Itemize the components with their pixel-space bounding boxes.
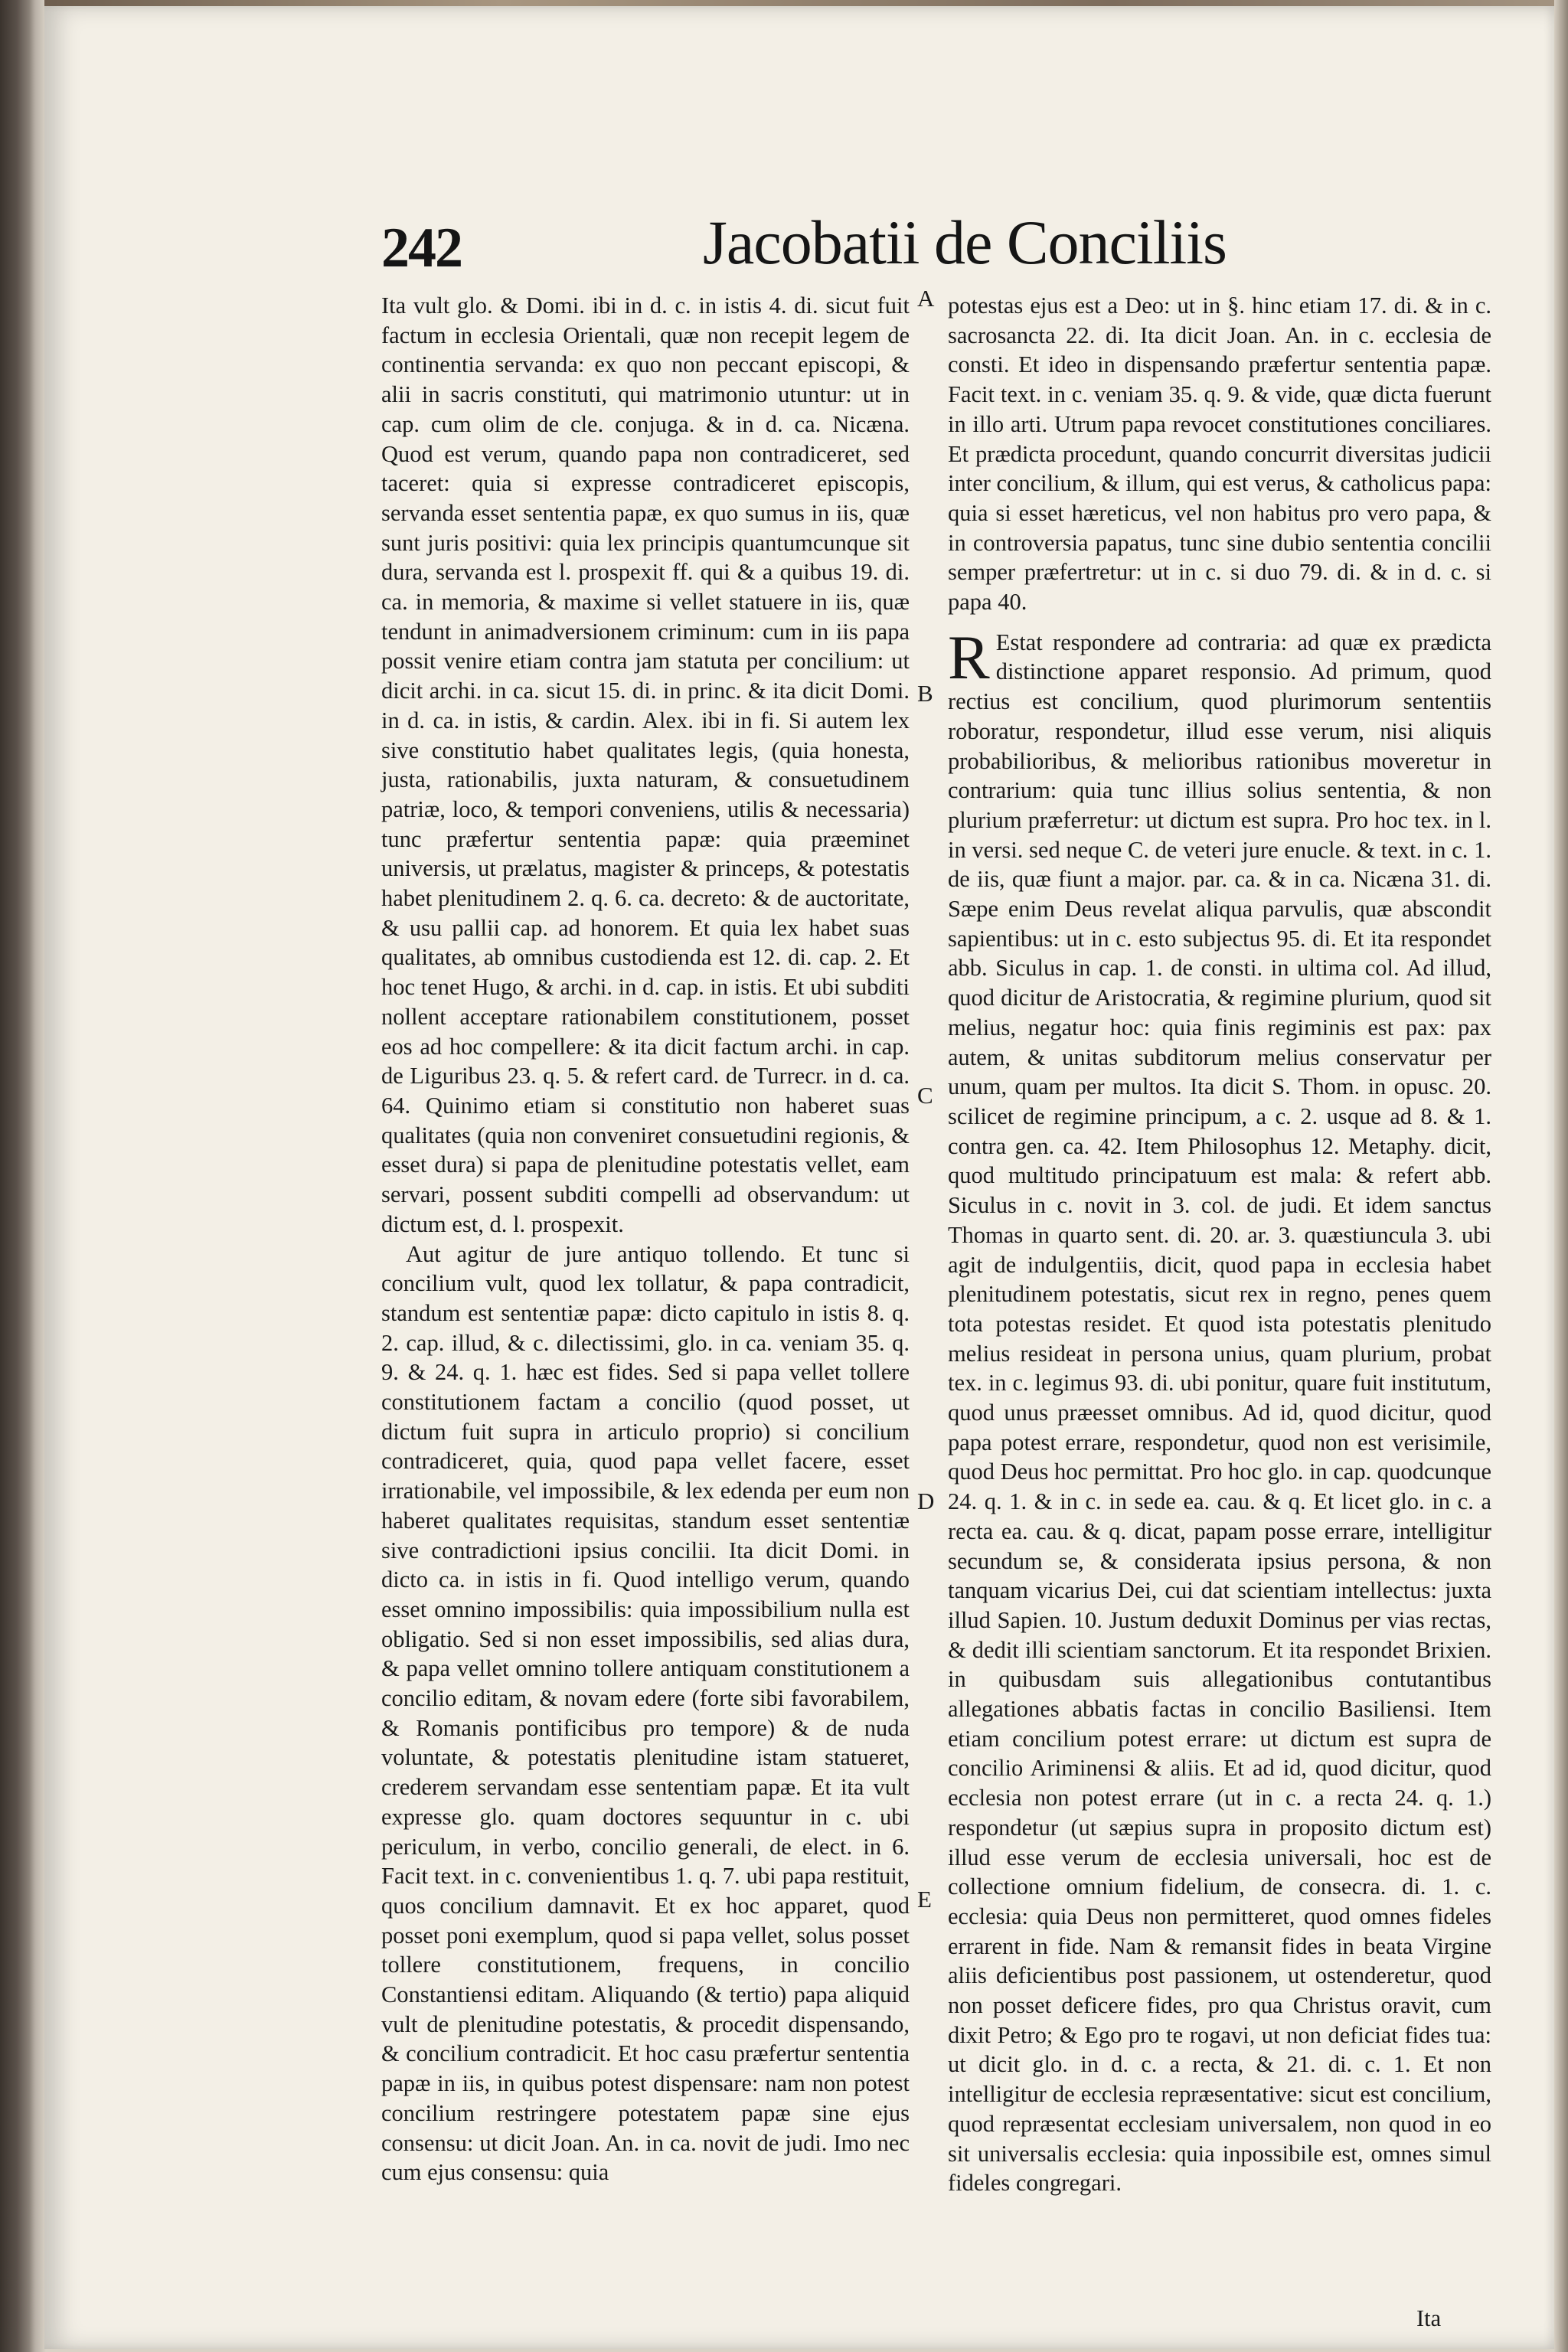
catchword: Ita	[1416, 2305, 1442, 2331]
margin-letter-a: A	[917, 285, 935, 312]
right-paragraph-2	[948, 622, 1491, 2198]
margin-letter-c: C	[917, 1082, 933, 1109]
left-column	[381, 291, 910, 2187]
margin-letter-b: B	[917, 680, 933, 707]
book-right-edge	[1554, 0, 1568, 2352]
running-title: Jacobatii de Conciliis	[703, 207, 1227, 277]
margin-letter-e: E	[917, 1886, 932, 1913]
right-paragraph-1: potestas ejus est a Deo: ut in §. hinc etiam 17. di. & in c. sacrosancta 22. di. Ita dicit Joan. An. in c. ecclesia de consti. Et ideo in dispensando præfertur sententia papæ. Facit text. in c. veniam 35. q. 9. & vide, quæ dicta fuerunt in illo arti. Utrum papa revocet constitutiones conciliares. Et prædicta procedunt, quando concurrit diversitas judicii inter concilium, & illum, qui est verus, & catholicus papa: quia si esset hæreticus, vel non habitus pro vero papa, & in controversia papatus, tunc sine dubio sententia concilii semper præfertretur: ut in c. si duo 79. di. & in d. c. si papa 40.	[948, 292, 1491, 616]
book-page	[44, 6, 1554, 2349]
right-paragraph-2-text: Estat respondere ad contraria: ad quæ ex prædicta distinctione apparet responsio. Ad primum, quod rectius est concilium, quod plurimorum sententiis roboratur, respondetur, illud esse verum, nisi aliquis probabilioribus, & melioribus rationibus moveretur in contrarium: quia tunc illius solius sententia, & non plurium præferretur: ut dictum est supra. Pro hoc tex. in l. in versi. sed neque C. de veteri jure enucle. & text. in c. 1. de iis, quæ fiunt a major. par. ca. & in ca. Nicæna 31. di. Sæpe enim Deus revelat aliqua parvulis, quæ abscondit sapientibus: ut in c. esto subjectus 95. di. Et ita respondet abb. Siculus in cap. 1. de consti. in ultima col. Ad illud, quod dicitur de Aristocratia, & regimine plurium, quod sit melius, negatur hoc: quia finis regiminis est pax: pax autem, & unitas subditorum melius conservatur per unum, quam per multos. Ita dicit S. Thom. in opusc. 20. scilicet de regimine principum, a c. 2. usque ad 8. & 1. contra gen. ca. 42. Item Philosophus 12. Metaphy. dicit, quod multitudo principatuum est mala: & refert abb. Siculus in c. novit in 3. col. de judi. Et idem sanctus Thomas in quarto sent. di. 20. ar. 3. quæstiuncula 3. ubi agit de indulgentiis, dicit, quod papa in ecclesia habet plenitudinem potestatis, sicut rex in regno, penes quem tota potestas residet. Et quod ista potestatis plenitudo melius resideat in persona unius, quam plurium, probat tex. in c. legimus 93. di. ubi ponitur, quare fuit institutum, quod unus præesset omnibus. Ad id, quod dicitur, quod papa potest errare, respondetur, quod non est verisimile, quod Deus hoc permittat. Pro hoc glo. in cap. quodcunque 24. q. 1. & in c. in sede ea. cau. & q. Et licet glo. in c. a recta ea. cau. & q. dicat, papam posse errare, intelligitur secundum se, & considerata ipsius persona, & non tanquam vicarius Dei, cui dat scientiam intellectus: juxta illud Sapien. 10. Justum deduxit Dominus per vias rectas, & dedit illi scientiam sanctorum. Et ita respondet Brixien. in quibusdam suis allegationibus contutantibus allegationes abbatis factas in concilio Basiliensi. Item etiam concilium potest errare: ut dictum est supra de concilio Ariminensi & aliis. Et ad id, quod dicitur, quod ecclesia non potest errare (ut in c. a recta 24. q. 1.) respondetur (ut sæpius supra in proposito dictum est) illud esse verum de ecclesia universali, hoc est de collectione omnium fidelium, de consecra. di. 1. c. ecclesia: quia Deus non permitteret, quod omnes fideles errarent in fide. Nam & remansit fides in beata Virgine aliis deficientibus post passionem, ut ostenderetur, quod non posset deficere fides, pro qua Christus oravit, cum dixit Petro; & Ego pro te rogavi, ut non deficiat fides tua: ut dicit glo. in d. c. a recta, & 21. di. c. 1. Et non intelligitur de ecclesia repræsentative: sicut est concilium, quod repræsentat ecclesiam universalem, non quod in eo sit universalis ecclesia: quia inpossibile est, omnes simul fideles congregari.	[948, 629, 1491, 2197]
margin-letter-d: D	[917, 1488, 935, 1514]
page-header	[44, 207, 1554, 291]
left-paragraph-1: Ita vult glo. & Domi. ibi in d. c. in istis 4. di. sicut fuit factum in ecclesia Orientali, quæ non recepit legem de continentia servanda: ex quo non peccant episcopi, & alii in sacris constituti, qui matrimonio utuntur: ut in cap. cum olim de cle. conjuga. & in d. ca. Nicæna. Quod est verum, quando papa non contradiceret, sed taceret: quia si expresse contradiceret episcopis, servanda esset sententia papæ, ex quo sumus in iis, quæ sunt juris positivi: quia lex principis quantumcunque sit dura, servanda est l. prospexit ff. qui & a quibus 19. di. ca. in memoria, & maxime si vellet statuere in iis, quæ tendunt in animadversionem criminum: cum in iis papa possit venire etiam contra jam statuta per concilium: ut dicit archi. in ca. sicut 15. di. in princ. & ita dicit Domi. in d. ca. in istis, & cardin. Alex. ibi in fi. Si autem lex sive constitutio habet qualitates legis, (quia honesta, justa, rationabilis, juxta naturam, & consuetudinem patriæ, loco, & tempori conveniens, utilis & necessaria) tunc præfertur sententia papæ: quia præeminet universis, ut prælatus, magister & princeps, & potestatis habet plenitudinem 2. q. 6. ca. decreto: & de auctoritate, & usu pallii cap. ad honorem. Et quia lex habet suas qualitates, ab omnibus custodienda est 12. di. cap. 2. Et hoc tenet Hugo, & archi. in d. cap. in istis. Et ubi subditi nollent acceptare rationabilem constitutionem, posset eos ad hoc compellere: & ita dicit factum archi. in cap. de Liguribus 23. q. 5. & refert card. de Turrecr. in d. ca. 64. Quinimo etiam si constitutio non haberet suas qualitates (quia non conveniret consuetudini regionis, & esset dura) si papa de plenitudine potestatis vellet, eam servari, possent subditi compelli ad observandum: ut dictum est, d. l. prospexit.	[381, 292, 910, 1237]
right-column	[948, 291, 1491, 2198]
drop-capital: R	[948, 622, 990, 692]
left-paragraph-2: Aut agitur de jure antiquo tollendo. Et tunc si concilium vult, quod lex tollatur, & papa contradicit, standum est sententiæ papæ: dicto capitulo in istis 8. q. 2. cap. illud, & c. dilectissimi, glo. in ca. veniam 35. q. 9. & 24. q. 1. hæc est fides. Sed si papa vellet tollere constitutionem factam a concilio (quod posset, ut dictum fuit supra in articulo proprio) si concilium contradiceret, quia, quod papa vellet facere, esset irrationabile, vel impossibile, & lex edenda per eum non haberet qualitates requisitas, standum esset sententiæ sive contradictioni ipsius concilii. Ita dicit Domi. in dicto ca. in istis in fi. Quod intelligo verum, quando esset omnino impossibilis: quia impossibilium nulla est obligatio. Sed si non esset impossibilis, sed alias dura, & papa vellet omnino tollere antiquam constitutionem a concilio editam, & novam edere (forte sibi favorabilem, & Romanis pontificibus pro tempore) & de nuda voluntate, & potestatis plenitudine istam statueret, crederem servandam esse sententiam papæ. Et ita vult expresse glo. quam doctores sequuntur in c. ubi periculum, in verbo, concilio generali, de elect. in 6. Facit text. in c. convenientibus 1. q. 7. ubi papa restituit, quos concilium damnavit. Et ex hoc apparet, quod posset poni exemplum, quod si papa vellet, solus posset tollere constitutionem, frequens, in concilio Constantiensi editam. Aliquando (& tertio) papa aliquid vult de plenitudine potestatis, & procedit dispensando, & concilium contradicit. Et hoc casu præfertur sententia papæ in iis, in quibus potest dispensare: nam non potest concilium restringere potestatem papæ sine ejus consensu: ut dicit Joan. An. in ca. novit de judi. Imo nec cum ejus consensu: quia	[381, 1240, 910, 2186]
page-number: 242	[381, 217, 462, 279]
